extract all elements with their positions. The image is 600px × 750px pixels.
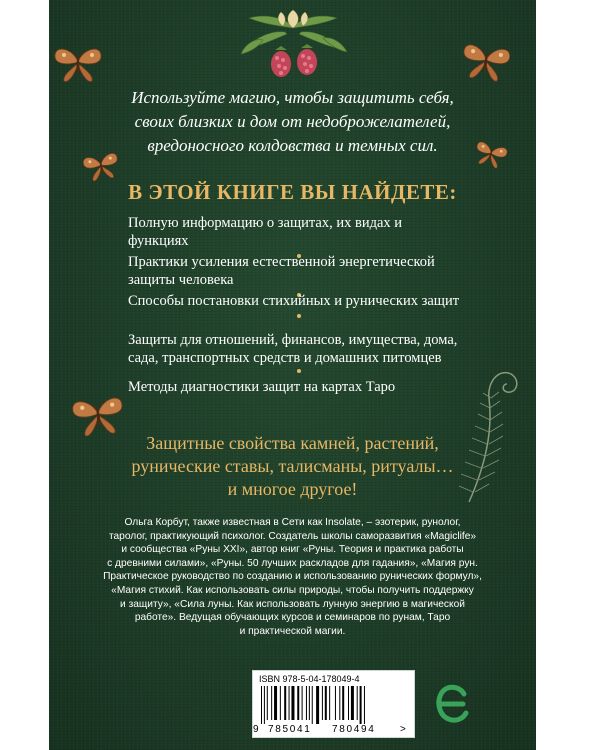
barcode-bar (312, 686, 313, 724)
bio-line: и защиту», «Сила луны. Как использовать лунную энергию в магической (120, 598, 465, 610)
barcode-lead-digit: 9 (253, 724, 259, 735)
feature-line: Полную информацию о защитах, их видах и (128, 215, 403, 231)
barcode-bar (335, 686, 336, 720)
feature-item (128, 212, 473, 251)
barcode-bar (302, 686, 303, 720)
feature-list (128, 212, 473, 408)
barcode-bar (280, 686, 281, 720)
barcode-bar (306, 686, 307, 720)
barcode-bar (342, 686, 344, 720)
barcode-group-2: 780494 (332, 724, 376, 735)
intro-paragraph (49, 86, 536, 158)
barcode-bar (322, 686, 323, 720)
bio-line: и практической магии. (239, 625, 346, 637)
barcode-bar (316, 686, 319, 724)
intro-line: Используйте магию, чтобы защитить себя, (131, 88, 454, 107)
barcode-bar (297, 686, 299, 720)
barcode-group-1: 785041 (268, 724, 312, 735)
barcode-bar (284, 686, 286, 720)
feature-item (128, 251, 473, 290)
barcode-bar (364, 686, 365, 724)
separator-dot (297, 369, 301, 373)
bio-line: таролог, практикующий психолог. Создатель школы саморазвития «Magiclife» (108, 530, 477, 542)
feature-line: функциях (128, 233, 189, 249)
barcode-bar (274, 686, 277, 720)
separator-dot (297, 314, 301, 318)
feature-line: Способы постановки стихийных и рунических защит (128, 293, 460, 309)
barcode-bar (271, 686, 272, 720)
barcode-bar (261, 686, 262, 724)
author-bio (87, 516, 498, 638)
barcode-tail: > (400, 724, 406, 735)
section-heading: В ЭТОЙ КНИГЕ ВЫ НАЙДЕТЕ: (128, 180, 457, 204)
bio-line: работе». Ведущая обучающих курсов и семинаров по рунам, Таро (134, 612, 451, 624)
bio-line: Ольга Корбут, также известная в Сети как Insolate, – эзотерик, рунолог, (124, 517, 461, 528)
barcode-bar (309, 686, 310, 720)
barcode-bar (351, 686, 354, 720)
bio-line: Практическое руководство по созданию и использованию рунических формул», (103, 571, 482, 583)
bio-line: и сообщества «Руны XXI», автор книг «Руны. Теория и практика работы (121, 544, 464, 556)
barcode-bar (291, 686, 294, 720)
highlight-line: рунические ставы, талисманы, ритуалы… (131, 456, 454, 476)
highlight-line: Защитные свойства камней, растений, (146, 433, 439, 453)
feature-line: Практики усиления естественной энергетической (128, 254, 435, 270)
publisher-logo-icon (436, 682, 470, 726)
feature-line: сада, транспортных средств и домашних питомцев (128, 350, 442, 366)
barcode-bar (360, 686, 362, 724)
barcode-bar (339, 686, 340, 720)
butterfly-top-right-icon (459, 40, 513, 88)
intro-line: вредоносного колдовства и темных сил. (147, 136, 438, 155)
barcode-bar (264, 686, 265, 724)
barcode-bar (267, 686, 268, 720)
barcode-bar (357, 686, 358, 720)
barcode-bar (348, 686, 349, 720)
feature-line: защиты человека (128, 272, 234, 288)
feature-line: Методы диагностики защит на картах Таро (128, 379, 396, 395)
raspberry-fern-ornament (193, 4, 393, 86)
feature-item (128, 290, 473, 329)
barcode-bar (329, 686, 330, 720)
highlight-paragraph (49, 432, 536, 501)
bio-line: с древними силами», «Руны. 50 лучших раскладов для гадания», «Магия рун. (107, 557, 478, 569)
butterfly-top-left-icon (51, 42, 105, 90)
feature-item (128, 376, 473, 408)
cover-background (49, 0, 536, 750)
barcode-bar (289, 686, 290, 720)
isbn-number: ISBN 978-5-04-178049-4 (259, 674, 360, 684)
barcode-bar (325, 686, 327, 720)
bio-line: «Магия стихий. Как использовать силы природы, чтобы получить поддержку (111, 584, 474, 596)
feature-item (128, 329, 473, 376)
intro-line: своих близких и дом от недоброжелателей, (134, 112, 451, 131)
highlight-line: и многое другое! (227, 479, 358, 499)
barcode-bars (259, 686, 409, 724)
feature-line: Защиты для отношений, финансов, имущества, дома, (128, 332, 458, 348)
isbn-barcode (252, 670, 415, 738)
